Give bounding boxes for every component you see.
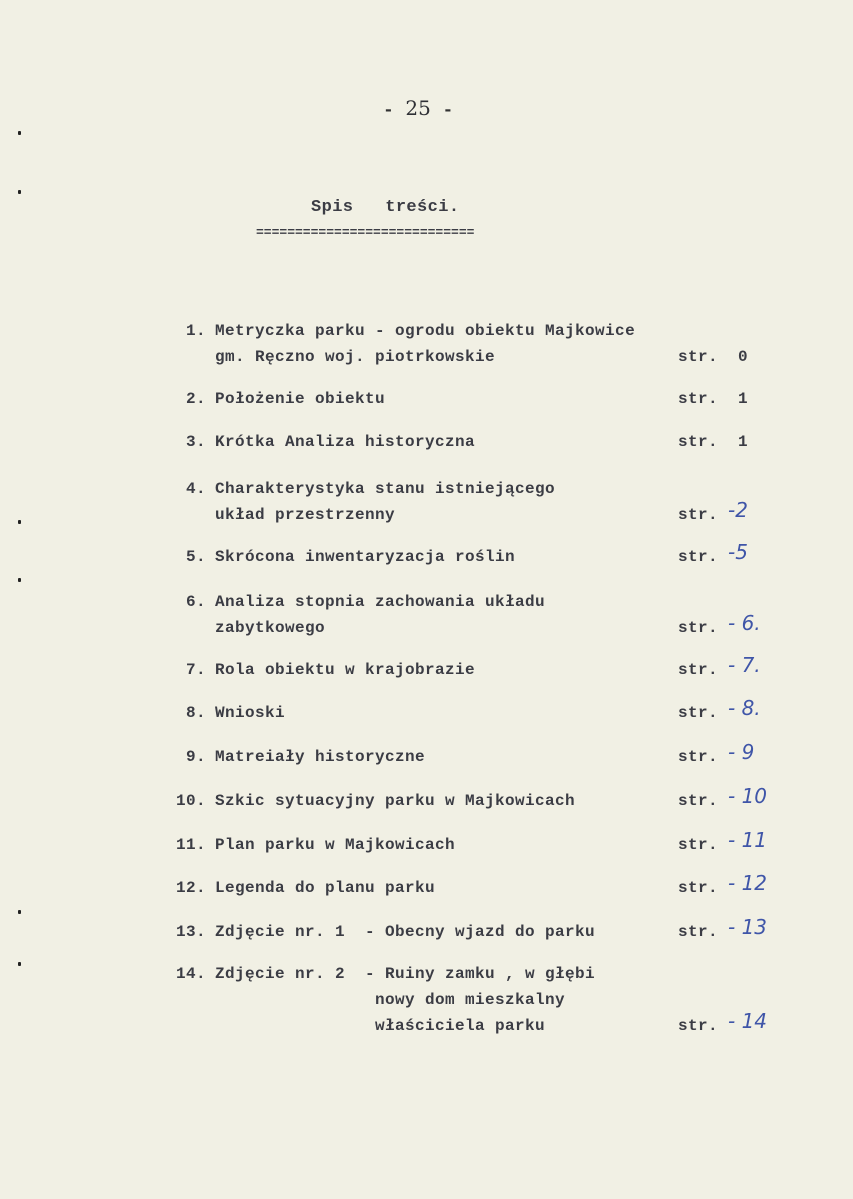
- page-number: [383, 96, 453, 121]
- toc-entry-number: 4.: [185, 480, 206, 498]
- toc-entry-title-line: Zdjęcie nr. 2 - Ruiny zamku , w głębi: [215, 965, 596, 983]
- toc-entry-number: 5.: [185, 548, 206, 566]
- toc-entry-page-number: 1: [738, 433, 749, 451]
- toc-entry-number: 14.: [175, 965, 206, 983]
- toc-entry-page-number: - 11: [728, 828, 768, 852]
- toc-entry-title-line: właściciela parku: [215, 1017, 546, 1035]
- toc-entry-title-line: gm. Ręczno woj. piotrkowskie: [215, 348, 496, 366]
- margin-mark: [18, 520, 21, 524]
- toc-entry-str-label: str.: [678, 433, 719, 451]
- toc-entry-title-line: Analiza stopnia zachowania układu: [215, 593, 546, 611]
- toc-entry-number: 8.: [185, 704, 206, 722]
- toc-entry-number: 13.: [175, 923, 206, 941]
- margin-mark: [18, 578, 21, 582]
- toc-entry-page-number: - 6.: [728, 611, 761, 635]
- toc-entry-number: 7.: [185, 661, 206, 679]
- toc-entry-str-label: str.: [678, 836, 719, 854]
- toc-entry-title-line: Zdjęcie nr. 1 - Obecny wjazd do parku: [215, 923, 596, 941]
- toc-entry-str-label: str.: [678, 748, 719, 766]
- toc-entry-str-label: str.: [678, 792, 719, 810]
- toc-entry-title-line: Metryczka parku - ogrodu obiektu Majkowice: [215, 322, 636, 340]
- toc-entry-title-line: Położenie obiektu: [215, 390, 386, 408]
- margin-mark: [18, 962, 21, 966]
- toc-entry-title-line: Matreiały historyczne: [215, 748, 426, 766]
- toc-entry-number: 6.: [185, 593, 206, 611]
- toc-entry-title-line: układ przestrzenny: [215, 506, 396, 524]
- page-title: Spis treści.: [311, 198, 460, 217]
- toc-entry-page-number: - 12: [728, 871, 768, 895]
- toc-entry-page-number: 0: [738, 348, 749, 366]
- toc-entry-str-label: str.: [678, 1017, 719, 1035]
- toc-entry-page-number: -5: [728, 540, 748, 564]
- toc-entry-number: 9.: [185, 748, 206, 766]
- toc-entry-title-line: Charakterystyka stanu istniejącego: [215, 480, 556, 498]
- toc-entry-page-number: - 10: [728, 784, 768, 808]
- toc-entry-title-line: Wnioski: [215, 704, 286, 722]
- toc-entry-str-label: str.: [678, 548, 719, 566]
- toc-entry-page-number: -2: [728, 498, 748, 522]
- toc-entry-title-line: Skrócona inwentaryzacja roślin: [215, 548, 516, 566]
- toc-entry-number: 10.: [175, 792, 206, 810]
- toc-entry-title-line: nowy dom mieszkalny: [215, 991, 566, 1009]
- margin-mark: [18, 910, 21, 914]
- title-underline: ============================: [256, 225, 475, 240]
- toc-entry-page-number: - 13: [728, 915, 768, 939]
- toc-entry-title-line: zabytkowego: [215, 619, 326, 637]
- toc-entry-str-label: str.: [678, 506, 719, 524]
- toc-entry-title-line: Rola obiektu w krajobrazie: [215, 661, 476, 679]
- toc-entry-title-line: Szkic sytuacyjny parku w Majkowicach: [215, 792, 576, 810]
- page-number-suffix: -: [442, 101, 454, 121]
- toc-entry-str-label: str.: [678, 879, 719, 897]
- margin-mark: [18, 131, 21, 135]
- page-number-prefix: -: [383, 101, 394, 121]
- toc-entry-str-label: str.: [678, 704, 719, 722]
- toc-entry-page-number: - 8.: [728, 696, 761, 720]
- toc-entry-title-line: Krótka Analiza historyczna: [215, 433, 476, 451]
- toc-entry-page-number: - 9: [728, 740, 755, 764]
- margin-mark: [18, 190, 21, 194]
- toc-entry-number: 3.: [185, 433, 206, 451]
- page-number-value: 25: [405, 96, 431, 120]
- toc-entry-str-label: str.: [678, 619, 719, 637]
- toc-entry-str-label: str.: [678, 923, 719, 941]
- toc-entry-str-label: str.: [678, 390, 719, 408]
- toc-entry-page-number: - 7.: [728, 653, 761, 677]
- toc-entry-page-number: 1: [738, 390, 749, 408]
- toc-entry-number: 2.: [185, 390, 206, 408]
- toc-entry-str-label: str.: [678, 348, 719, 366]
- toc-entry-title-line: Legenda do planu parku: [215, 879, 436, 897]
- toc-entry-page-number: - 14: [728, 1009, 768, 1033]
- toc-entry-str-label: str.: [678, 661, 719, 679]
- toc-entry-number: 12.: [175, 879, 206, 897]
- toc-entry-number: 1.: [185, 322, 206, 340]
- toc-entry-number: 11.: [175, 836, 206, 854]
- toc-entry-title-line: Plan parku w Majkowicach: [215, 836, 456, 854]
